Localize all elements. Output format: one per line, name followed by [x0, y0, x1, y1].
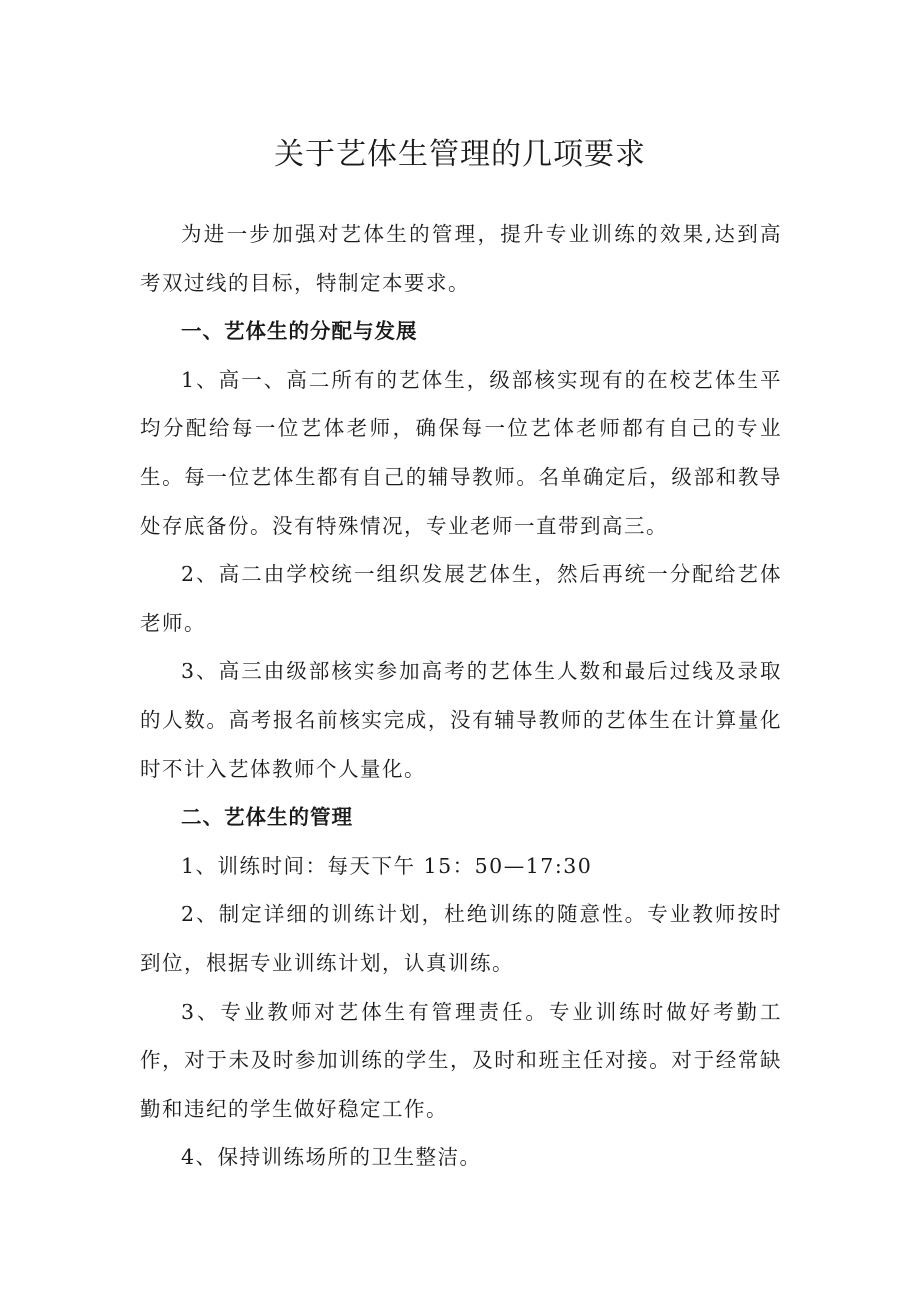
document-title: 关于艺体生管理的几项要求 [274, 137, 646, 172]
section2-item-2: 2、制定详细的训练计划，杜绝训练的随意性。专业教师按时到位，根据专业训练计划，认真训练。 [140, 902, 782, 975]
section2-item-3: 3、专业教师对艺体生有管理责任。专业训练时做好考勤工作，对于未及时参加训练的学生，及时和班主任对接。对于经常缺勤和违纪的学生做好稳定工作。 [140, 999, 782, 1121]
section-heading-allocation: 一、艺体生的分配与发展 [181, 319, 418, 344]
intro-paragraph: 为进一步加强对艺体生的管理，提升专业训练的效果,达到高考双过线的目标，特制定本要求。 [140, 222, 782, 295]
section-heading-management: 二、艺体生的管理 [181, 805, 353, 830]
document-body [140, 210, 782, 1182]
section2-item-4: 4、保持训练场所的卫生整洁。 [181, 1145, 482, 1170]
section1-item-3: 3、高三由级部核实参加高考的艺体生人数和最后过线及录取的人数。高考报名前核实完成，没有辅导教师的艺体生在计算量化时不计入艺体教师个人量化。 [140, 659, 782, 781]
section2-item-1: 1、训练时间：每天下午 15：50—17:30 [181, 853, 593, 878]
section1-item-2: 2、高二由学校统一组织发展艺体生，然后再统一分配给艺体老师。 [140, 562, 782, 635]
section1-item-1: 1、高一、高二所有的艺体生，级部核实现有的在校艺体生平均分配给每一位艺体老师，确保每一位艺体老师都有自己的专业生。每一位艺体生都有自己的辅导教师。名单确定后，级部和教导处存底备份。没有特殊情况，专业老师一直带到高三。 [140, 367, 782, 538]
